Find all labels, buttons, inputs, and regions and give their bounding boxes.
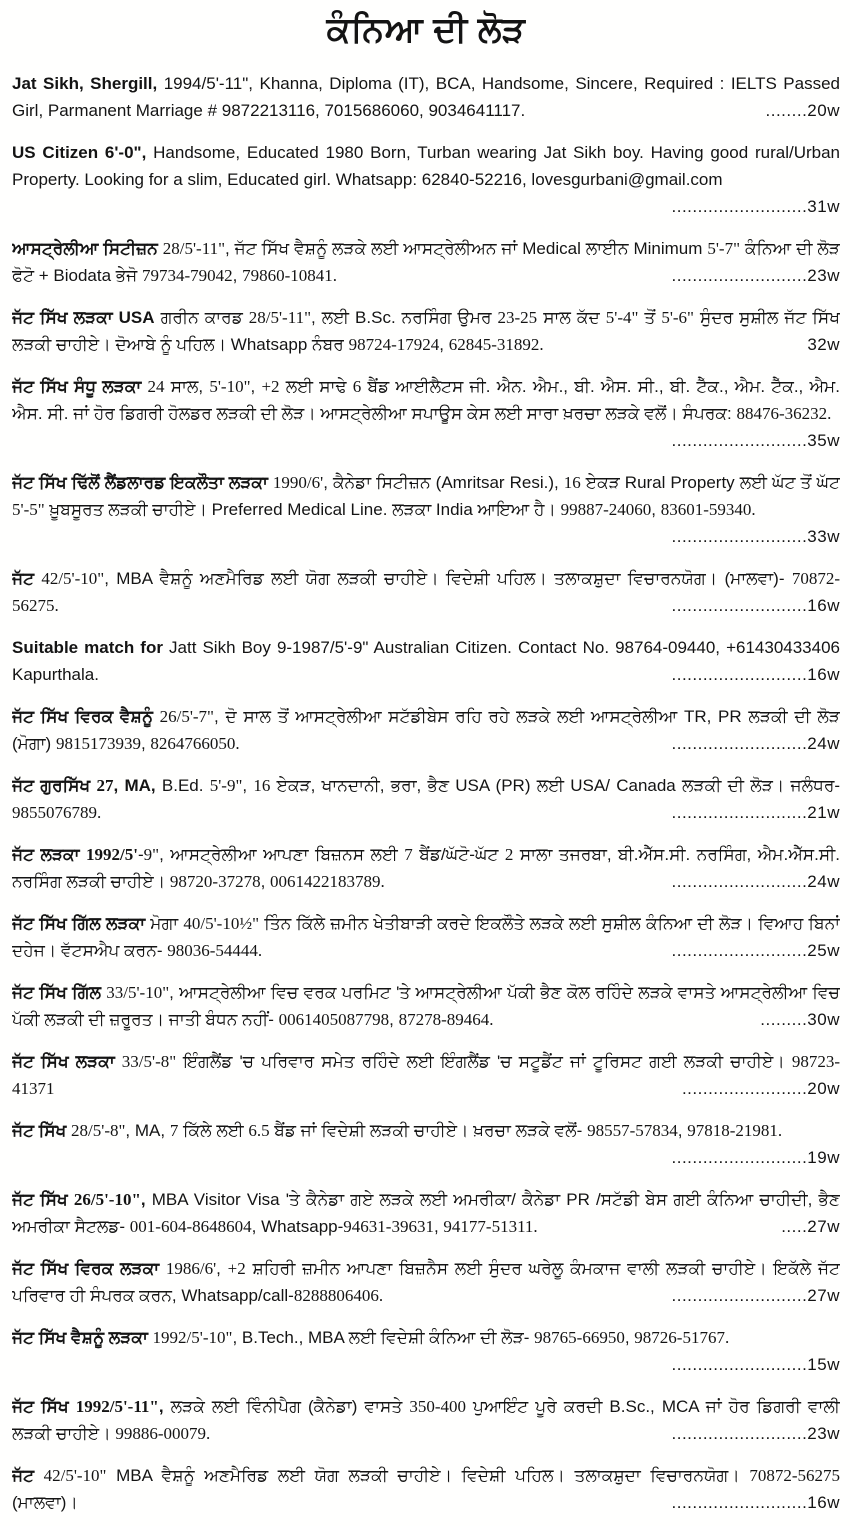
ad-body-text: 26/5'-7", ਦੋ ਸਾਲ ਤੋਂ ਆਸਟ੍ਰੇਲੀਆ ਸਟੱਡੀਬੇਸ ਰਹਿ ਰਹੇ ਲੜਕੇ ਲਈ ਆਸਟ੍ਰੇਲੀਆ TR, PR ਲੜਕੀ ਦੀ ਲੋੜ (ਮੋਗਾ) 9815173939, 8264766050. (12, 707, 840, 753)
numeric-text: 26/5'-7" (159, 707, 214, 726)
numeric-text: 94177-51311. (443, 1217, 538, 1236)
ad-word-count: ..........................24w (671, 734, 840, 753)
classified-ad (12, 235, 840, 289)
ad-word-count: ..........................33w (671, 527, 840, 546)
numeric-text: 001-604-8648604 (129, 1217, 252, 1236)
ad-word-count: ..........................15w (671, 1355, 840, 1374)
ad-word-count: ........20w (765, 101, 840, 120)
numeric-text: 99887-24060 (560, 500, 652, 519)
ad-body-text: 1994/5'-11", Khanna, Diploma (IT), BCA, Handsome, Sincere, Required : IELTS Passed Girl, Parmanent Marriage # 9872213116, 7015686060, 9034641117. (12, 74, 840, 120)
numeric-text: 79860-10841. (242, 266, 338, 285)
ad-lead-text: ਜੱਟ ਸਿੱਖ ਗਿੱਲ ਲੜਕਾ (12, 914, 146, 933)
classified-ad (12, 1117, 840, 1171)
ad-lead-text: ਜੱਟ ਸਿੱਖ ਲੜਕਾ (12, 1052, 115, 1071)
ad-body-text: -9", ਆਸਟ੍ਰੇਲੀਆ ਆਪਣਾ ਬਿਜ਼ਨਸ ਲਈ 7 ਬੈਂਡ/ਘੱਟੋ-ਘੱਟ 2 ਸਾਲਾ ਤਜਰਬਾ, ਬੀ.ਐੱਸ.ਸੀ. ਨਰਸਿੰਗ, ਐਮ.ਐੱਸ.ਸੀ. ਨਰਸਿੰਗ ਲੜਕੀ ਚਾਹੀਏ। 98720-37278, 0061422183789. (12, 845, 840, 891)
classified-ad (12, 910, 840, 964)
numeric-text: 70872-56275 (749, 1466, 840, 1485)
numeric-text: 8288806406. (293, 1286, 384, 1305)
ad-body-text: 33/5'-8" ਇੰਗਲੈਂਡ 'ਚ ਪਰਿਵਾਰ ਸਮੇਤ ਰਹਿੰਦੇ ਲਈ ਇੰਗਲੈਂਡ 'ਚ ਸਟੂਡੈਂਟ ਜਾਂ ਟੂਰਿਸਟ ਗਈ ਲੜਕੀ ਚਾਹੀਏ। 98723-41371 (12, 1052, 840, 1098)
ad-word-count: ..........................23w (671, 1424, 840, 1443)
numeric-text: 98557-57834 (587, 1121, 678, 1140)
ad-word-count: ..........................16w (671, 665, 840, 684)
numeric-text: 99886-00079. (115, 1424, 211, 1443)
numeric-text: 7 (169, 1121, 179, 1140)
ad-word-count: ..........................35w (671, 431, 840, 450)
ad-body-text: 28/5'-8", MA, 7 ਕਿੱਲੇ ਲਈ 6.5 ਬੈਂਡ ਜਾਂ ਵਿਦੇਸ਼ੀ ਲੜਕੀ ਚਾਹੀਏ। ਖ਼ਰਚਾ ਲੜਕੇ ਵਲੋਂ- 98557-57834, 97818-21981. (71, 1121, 783, 1140)
numeric-text: 9" (143, 845, 160, 864)
classified-ad (12, 1186, 840, 1240)
ad-body-text: 1986/6', +2 ਸ਼ਹਿਰੀ ਜ਼ਮੀਨ ਆਪਣਾ ਬਿਜ਼ਨੈਸ ਲਈ ਸੁੰਦਰ ਘਰੇਲੂ ਕੰਮਕਾਜ ਵਾਲੀ ਲੜਕੀ ਚਾਹੀਏ। ਇਕੱਲੇ ਜੱਟ ਪਰਿਵਾਰ ਹੀ ਸੰਪਰਕ ਕਰਨ, Whatsapp/call-8288806406. (12, 1259, 840, 1305)
ad-lead-text: ਜੱਟ ਸਿੱਖ ਢਿੱਲੋਂ ਲੈਂਡਲਾਰਡ ਇਕਲੌਤਾ ਲੜਕਾ (12, 473, 268, 492)
ad-word-count: ..........................16w (671, 1493, 840, 1512)
numeric-text: 9815173939 (55, 734, 141, 753)
numeric-text: 98720-37278 (169, 872, 261, 891)
numeric-text: 9855076789. (12, 803, 102, 822)
numeric-text: 27 (96, 776, 114, 795)
ad-body-text: 33/5'-10", ਆਸਟ੍ਰੇਲੀਆ ਵਿਚ ਵਰਕ ਪਰਮਿਟ 'ਤੇ ਆਸਟ੍ਰੇਲੀਆ ਪੱਕੀ ਭੈਣ ਕੋਲ ਰਹਿੰਦੇ ਲੜਕੇ ਵਾਸਤੇ ਆਸਟ੍ਰੇਲੀਆ ਵਿਚ ਪੱਕੀ ਲੜਕੀ ਦੀ ਜ਼ਰੂਰਤ। ਜਾਤੀ ਬੰਧਨ ਨਹੀਂ- 0061405087798, 87278-89464. (12, 983, 840, 1029)
classified-ad (12, 1393, 840, 1447)
ad-body-text: ਮੋਗਾ 40/5'-10½" ਤਿੰਨ ਕਿੱਲੇ ਜ਼ਮੀਨ ਖੇਤੀਬਾੜੀ ਕਰਦੇ ਇਕਲੌਤੇ ਲੜਕੇ ਲਈ ਸੁਸ਼ੀਲ ਕੰਨਿਆ ਦੀ ਲੋੜ। ਵਿਆਹ ਬਿਨਾਂ ਦਹੇਜ। ਵੱਟਸਐਪ ਕਰਨ- 98036-54444. (12, 914, 840, 960)
ad-lead-text: ਜੱਟ ਸਿੱਖ 1992/5'-11", (12, 1397, 164, 1416)
ad-lead-text: Jat Sikh, Shergill, (12, 74, 158, 93)
ad-body-text: MBA Visitor Visa 'ਤੇ ਕੈਨੇਡਾ ਗਏ ਲੜਕੇ ਲਈ ਅਮਰੀਕਾ/ ਕੈਨੇਡਾ PR /ਸਟੱਡੀ ਬੇਸ ਗਈ ਕੰਨਿਆ ਚਾਹੀਦੀ, ਭੈਣ ਅਮਰੀਕਾ ਸੈਟਲਡ- 001-604-8648604, Whatsapp-94631-39631, 94177-51311. (12, 1190, 840, 1236)
ad-lead-text: ਜੱਟ ਸਿੱਖ ਵਿਰਕ ਵੈਸ਼ਨੂੰ (12, 707, 153, 726)
classified-ad (12, 634, 840, 688)
numeric-text: 33/5'-10" (106, 983, 170, 1002)
ad-body-text: ਲੜਕੇ ਲਈ ਵਿੰਨੀਪੈਗ (ਕੈਨੇਡਾ) ਵਾਸਤੇ 350-400 ਪੁਆਇੰਟ ਪੂਰੇ ਕਰਦੀ B.Sc., MCA ਜਾਂ ਹੋਰ ਡਿਗਰੀ ਵਾਲੀ ਲੜਕੀ ਚਾਹੀਏ। 99886-00079. (12, 1397, 840, 1443)
numeric-text: 28/5'-8" (71, 1121, 126, 1140)
numeric-text: 62845-31892. (448, 335, 544, 354)
numeric-text: 97818-21981. (687, 1121, 783, 1140)
classified-ad (12, 304, 840, 358)
ad-body-text: 1990/6', ਕੈਨੇਡਾ ਸਿਟੀਜ਼ਨ (Amritsar Resi.), 16 ਏਕੜ Rural Property ਲਈ ਘੱਟ ਤੋਂ ਘੱਟ 5'-5" ਖ਼ੂਬਸੂਰਤ ਲੜਕੀ ਚਾਹੀਏ। Preferred Medical Line. ਲੜਕਾ India ਆਇਆ ਹੈ। 99887-24060, 83601-59340. (12, 473, 840, 519)
ad-lead-text: ਜੱਟ ਸਿੱਖ ਗਿੱਲ (12, 983, 101, 1002)
ad-body-text: 28/5'-11", ਜੱਟ ਸਿੱਖ ਵੈਸ਼ਨੂੰ ਲੜਕੇ ਲਈ ਆਸਟ੍ਰੇਲੀਅਨ ਜਾਂ Medical ਲਾਈਨ Minimum 5'-7" ਕੰਨਿਆ ਦੀ ਲੋੜ ਫੋਟੋ + Biodata ਭੇਜੋ 79734-79042, 79860-10841. (12, 239, 840, 285)
ad-word-count: ..........................21w (671, 803, 840, 822)
numeric-text: 98724-17924 (348, 335, 440, 354)
ad-body-text: B.Ed. 5'-9", 16 ਏਕੜ, ਖਾਨਦਾਨੀ, ਭਰਾ, ਭੈਣ USA (PR) ਲਈ USA/ Canada ਲੜਕੀ ਦੀ ਲੋੜ। ਜਲੰਧਰ- 9855076789. (12, 776, 840, 822)
ad-body-text: 42/5'-10" MBA ਵੈਸ਼ਨੂੰ ਅਣਮੈਰਿਡ ਲਈ ਯੋਗ ਲੜਕੀ ਚਾਹੀਏ। ਵਿਦੇਸ਼ੀ ਪਹਿਲ। ਤਲਾਕਸ਼ੁਦਾ ਵਿਚਾਰਨਯੋਗ। 70872-56275 (ਮਾਲਵਾ)। (12, 1466, 840, 1512)
numeric-text: 98726-51767. (634, 1328, 730, 1347)
numeric-text: 88476-36232. (736, 404, 832, 423)
ad-word-count: ..........................24w (671, 872, 840, 891)
numeric-text: 5'-7" (707, 239, 741, 258)
ad-lead-text: ਜੱਟ ਸਿੱਖ ਲੜਕਾ USA (12, 308, 155, 327)
numeric-text: 16 (253, 776, 271, 795)
numeric-text: 24 (147, 377, 165, 396)
ad-lead-text: ਜੱਟ ਲੜਕਾ 1992/5' (12, 845, 138, 864)
ad-lead-text: ਜੱਟ ਸਿੱਖ 26/5'-10", (12, 1190, 146, 1209)
ad-lead-text: ਜੱਟ ਸਿੱਖ ਵੈਸ਼ਨੂੰ ਲੜਕਾ (12, 1328, 148, 1347)
ad-word-count: ..........................19w (671, 1148, 840, 1167)
numeric-text: 1990/6' (272, 473, 324, 492)
ad-body-text: Jatt Sikh Boy 9-1987/5'-9" Australian Citizen. Contact No. 98764-09440, +61430433406 Kapurthala. (12, 638, 840, 684)
numeric-text: 87278-89464. (398, 1010, 494, 1029)
classified-ad (12, 1255, 840, 1309)
numeric-text: 1992/5'-10" (152, 1328, 233, 1347)
numeric-text: 42/5'-10" (43, 1466, 107, 1485)
ad-lead-text: ਜੱਟ ਗੁਰਸਿੱਖ 27, MA, (12, 776, 156, 795)
classified-ad (12, 1324, 840, 1378)
numeric-text: 350-400 (409, 1397, 466, 1416)
classified-ad (12, 841, 840, 895)
numeric-text: 5'-9" (209, 776, 243, 795)
numeric-text: 5'-5" (12, 500, 45, 519)
numeric-text: 6.5 (248, 1121, 270, 1140)
numeric-text: 5'-10" (209, 377, 251, 396)
classified-ad (12, 772, 840, 826)
classified-ad (12, 469, 840, 550)
classified-ad (12, 565, 840, 619)
numeric-text: 98036-54444. (167, 941, 263, 960)
ad-body-text: 1992/5'-10", B.Tech., MBA ਲਈ ਵਿਦੇਸ਼ੀ ਕੰਨਿਆ ਦੀ ਲੋੜ- 98765-66950, 98726-51767. (152, 1328, 730, 1347)
numeric-text: 1992/5' (86, 845, 138, 864)
ad-body-text: ਗਰੀਨ ਕਾਰਡ 28/5'-11", ਲਈ B.Sc. ਨਰਸਿੰਗ ਉਮਰ 23-25 ਸਾਲ ਕੱਦ 5'-4" ਤੋਂ 5'-6" ਸੁੰਦਰ ਸੁਸ਼ੀਲ ਜੱਟ ਸਿੱਖ ਲੜਕੀ ਚਾਹੀਏ। ਦੋਆਬੇ ਨੂੰ ਪਹਿਲ। Whatsapp ਨੰਬਰ 98724-17924, 62845-31892. (12, 308, 840, 354)
numeric-text: 70872-56275. (12, 569, 840, 615)
numeric-text: 79734-79042 (142, 266, 233, 285)
classified-ad (12, 373, 840, 454)
classified-ads-list (12, 70, 840, 1516)
ad-body-text: Handsome, Educated 1980 Born, Turban wearing Jat Sikh boy. Having good rural/Urban Property. Looking for a slim, Educated girl. Whatsapp: 62840-52216, lovesgurbani@gmail.com (12, 143, 840, 189)
numeric-text: 2 (504, 845, 514, 864)
numeric-text: 26/5'-10" (73, 1190, 141, 1209)
numeric-text: 1986/6' (165, 1259, 217, 1278)
ad-lead-text: ਆਸਟ੍ਰੇਲੀਆ ਸਿਟੀਜ਼ਨ (12, 239, 158, 258)
ad-lead-text: US Citizen 6'-0", (12, 143, 147, 162)
numeric-text: 5'-4" (605, 308, 639, 327)
classified-ad (12, 1462, 840, 1516)
ad-word-count: ..........................27w (671, 1286, 840, 1305)
numeric-text: 83601-59340. (660, 500, 756, 519)
numeric-text: 5'-6" (661, 308, 694, 327)
numeric-text: 23-25 (497, 308, 538, 327)
numeric-text: 7 (404, 845, 413, 864)
numeric-text: +2 (227, 1259, 246, 1278)
numeric-text: 40/5'-10½" (183, 914, 260, 933)
classified-ad (12, 70, 840, 124)
ad-word-count: ..........................23w (671, 266, 840, 285)
numeric-text: 42/5'-10" (41, 569, 105, 588)
ad-lead-text: ਜੱਟ ਸਿੱਖ (12, 1121, 67, 1140)
classified-ad (12, 139, 840, 220)
ad-word-count: .........30w (760, 1010, 840, 1029)
numeric-text: 8264766050. (150, 734, 240, 753)
numeric-text: 16 (563, 473, 581, 492)
numeric-text: 28/5'-11" (162, 239, 226, 258)
ad-lead-text: ਜੱਟ ਸਿੱਖ ਸੰਧੂ ਲੜਕਾ (12, 377, 142, 396)
classified-ad (12, 1048, 840, 1102)
classified-ad (12, 979, 840, 1033)
ad-word-count: ..........................16w (671, 596, 840, 615)
numeric-text: 28/5'-11" (248, 308, 312, 327)
numeric-text: 0061405087798 (278, 1010, 390, 1029)
numeric-text: 33/5'-8" (121, 1052, 177, 1071)
section-masthead (12, 10, 840, 50)
ad-word-count: ..........................31w (671, 197, 840, 216)
numeric-text: 0061422183789. (270, 872, 385, 891)
ad-word-count: ........................20w (681, 1079, 840, 1098)
ad-word-count: .....27w (781, 1217, 840, 1236)
ad-body-text: 24 ਸਾਲ, 5'-10", +2 ਲਈ ਸਾਢੇ 6 ਬੈਂਡ ਆਈਲੈਟਸ ਜੀ. ਐਨ. ਐਮ., ਬੀ. ਐਸ. ਸੀ., ਬੀ. ਟੈੱਕ., ਐਮ. ਟੈੱਕ., ਐਮ. ਐਸ. ਸੀ. ਜਾਂ ਹੋਰ ਡਿਗਰੀ ਹੋਲਡਰ ਲੜਕੀ ਦੀ ਲੋੜ। ਆਸਟ੍ਰੇਲੀਆ ਸਪਾਊਸ ਕੇਸ ਲਈ ਸਾਰਾ ਖ਼ਰਚਾ ਲੜਕੇ ਵਲੋਂ। ਸੰਪਰਕ: 88476-36232. (12, 377, 840, 423)
numeric-text: 98723-41371 (12, 1052, 840, 1098)
numeric-text: 94631-39631 (343, 1217, 434, 1236)
ad-lead-text: ਜੱਟ ਸਿੱਖ ਵਿਰਕ ਲੜਕਾ (12, 1259, 160, 1278)
numeric-text: 1992/5'-11" (75, 1397, 159, 1416)
ad-lead-text: Suitable match for (12, 638, 163, 657)
ad-lead-text: ਜੱਟ (12, 569, 34, 588)
numeric-text: 6 (352, 377, 362, 396)
page-title: ਕੰਨਿਆ ਦੀ ਲੋੜ (326, 10, 526, 49)
ad-body-text: 42/5'-10", MBA ਵੈਸ਼ਨੂੰ ਅਣਮੈਰਿਡ ਲਈ ਯੋਗ ਲੜਕੀ ਚਾਹੀਏ। ਵਿਦੇਸ਼ੀ ਪਹਿਲ। ਤਲਾਕਸ਼ੁਦਾ ਵਿਚਾਰਨਯੋਗ। (ਮਾਲਵਾ)- 70872-56275. (12, 569, 840, 615)
ad-word-count: 32w (807, 335, 840, 354)
numeric-text: 98765-66950 (534, 1328, 625, 1347)
numeric-text: +2 (261, 377, 280, 396)
ad-word-count: ..........................25w (671, 941, 840, 960)
classified-ad (12, 703, 840, 757)
ad-lead-text: ਜੱਟ (12, 1466, 34, 1485)
